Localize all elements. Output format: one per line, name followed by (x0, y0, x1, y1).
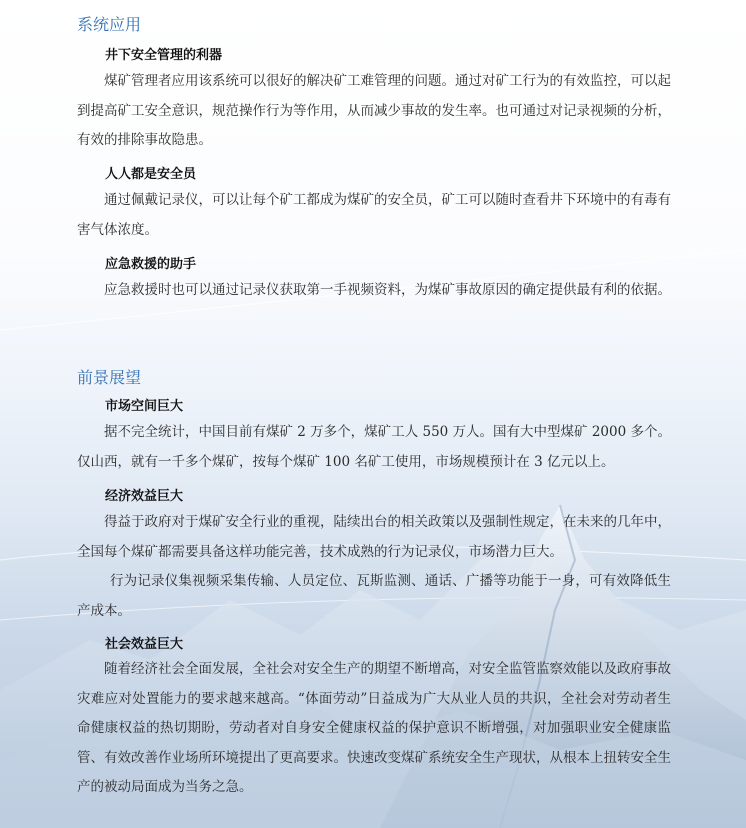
subheading-everyone-safety-officer: 人人都是安全员 (105, 167, 197, 182)
paragraph-market-space: 据不完全统计，中国目前有煤矿 2 万多个，煤矿工人 550 万人。国有大中型煤矿 2000 多个。仅山西，就有一千多个煤矿，按每个煤矿 100 名矿工使用，市场规模预计在 3 亿元以上。 (77, 424, 671, 470)
paragraph-rescue-helper: 应急救援时也可以通过记录仪获取第一手视频资料，为煤矿事故原因的确定提供最有利的依据。 (104, 282, 671, 298)
paragraph-economic-benefit: 得益于政府对于煤矿安全行业的重视，陆续出台的相关政策以及强制性规定，在未来的几年中，全国每个煤矿都需要具备这样功能完善，技术成熟的行为记录仪，市场潜力巨大。 (77, 514, 671, 560)
paragraph-everyone-safety-officer: 通过佩戴记录仪，可以让每个矿工都成为煤矿的安全员，矿工可以随时查看井下环境中的有毒有害气体浓度。 (77, 192, 671, 238)
subheading-rescue-helper: 应急救援的助手 (105, 257, 197, 272)
subheading-market-space: 市场空间巨大 (105, 399, 184, 414)
paragraph-economic-benefit-2: 行为记录仪集视频采集传输、人员定位、瓦斯监测、通话、广播等功能于一身，可有效降低生产成本。 (77, 573, 671, 619)
section-title-prospects: 前景展望 (77, 368, 142, 387)
paragraph-safety-tool: 煤矿管理者应用该系统可以很好的解决矿工难管理的问题。通过对矿工行为的有效监控，可以起到提高矿工安全意识，规范操作行为等作用，从而减少事故的发生率。也可通过对记录视频的分析，有效的排除事故隐患。 (77, 73, 671, 148)
paragraph-social-benefit: 随着经济社会全面发展，全社会对安全生产的期望不断增高，对安全监管监察效能以及政府事故灾难应对处置能力的要求越来越高。“体面劳动”日益成为广大从业人员的共识，全社会对劳动者生命健康权益的热切期盼，劳动者对自身安全健康权益的保护意识不断增强，对加强职业安全健康监管、有效改善作业场所环境提出了更高要求。快速改变煤矿系统安全生产现状，从根本上扭转安全生产的被动局面成为当务之急。 (77, 661, 671, 795)
subheading-safety-tool: 井下安全管理的利器 (105, 48, 223, 63)
section-title-system-application: 系统应用 (77, 15, 142, 34)
subheading-social-benefit: 社会效益巨大 (105, 637, 184, 652)
subheading-economic-benefit: 经济效益巨大 (105, 489, 184, 504)
